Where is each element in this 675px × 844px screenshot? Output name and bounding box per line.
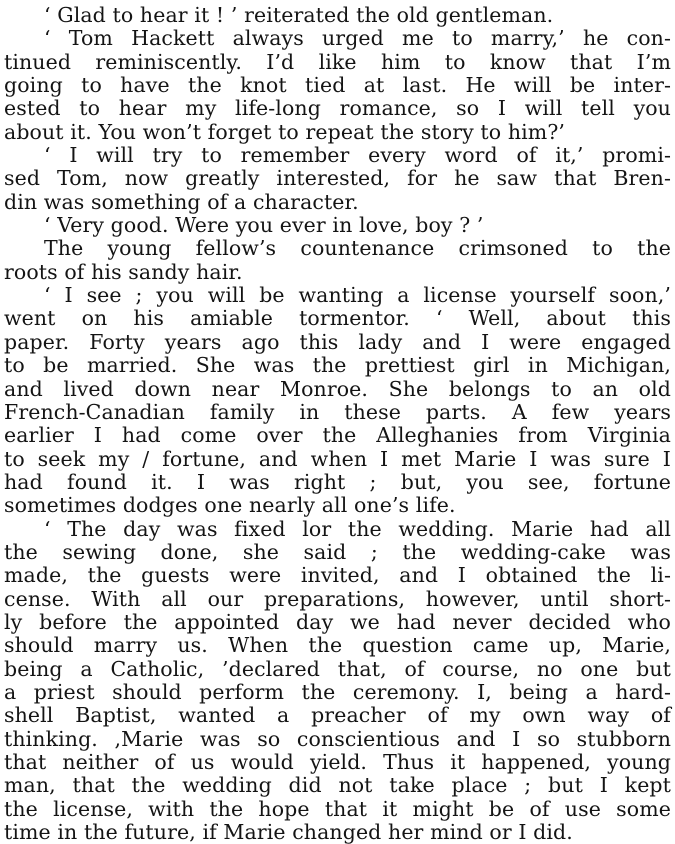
text-line: and lived down near Monroe. She belongs to an old: [4, 376, 671, 401]
text-line: ‘ I will try to remember every word of it,’ promi-: [44, 143, 671, 168]
text-line: ‘ Tom Hackett always urged me to marry,’ he con-: [44, 26, 671, 51]
text-line: din was something of a character.: [4, 189, 359, 214]
text-line: roots of his sandy hair.: [4, 259, 243, 284]
text-line: went on his amiable tormentor. ‘ Well, about this: [4, 306, 671, 331]
text-line: ‘ Very good. Were you ever in love, boy ? ’: [44, 213, 484, 238]
text-line: to seek my / fortune, and when I met Marie I was sure I: [4, 446, 671, 471]
text-line: ‘ I see ; you will be wanting a license yourself soon,’: [44, 283, 671, 308]
text-line: to be married. She was the prettiest girl in Michigan,: [4, 353, 671, 378]
text-line: French-Canadian family in these parts. A few years: [4, 399, 671, 424]
text-line: sed Tom, now greatly interested, for he saw that Bren-: [4, 166, 671, 191]
text-line: cense. With all our preparations, however, until short-: [4, 586, 671, 611]
text-line: should marry us. When the question came up, Marie,: [4, 633, 671, 658]
text-line: shell Baptist, wanted a preacher of my own way of: [4, 703, 671, 728]
paragraph: [4, 4, 671, 27]
text-line: earlier I had come over the Alleghanies from Virginia: [4, 423, 671, 448]
article-text-column: [4, 4, 671, 844]
paragraph: [4, 284, 671, 517]
text-line: made, the guests were invited, and I obtained the li-: [4, 563, 671, 588]
text-line: time in the future, if Marie changed her mind or I did.: [4, 820, 573, 844]
text-line: thinking. ,Marie was so conscientious and I so stubborn: [4, 726, 671, 751]
text-line: ‘ The day was fixed lor the wedding. Marie had all: [44, 516, 671, 541]
text-line: about it. You won’t forget to repeat the story to him?’: [4, 119, 566, 144]
text-line: tinued reminiscently. I’d like him to know that I’m: [4, 49, 671, 74]
text-line: a priest should perform the ceremony. I, being a hard-: [4, 679, 671, 704]
paragraph: [4, 27, 671, 144]
text-line: being a Catholic, ’declared that, of course, no one but: [4, 656, 671, 681]
text-line: paper. Forty years ago this lady and I were engaged: [4, 329, 671, 354]
text-line: ested to hear my life-long romance, so I will tell you: [4, 96, 671, 121]
text-line: the license, with the hope that it might be of use some: [4, 796, 671, 821]
paragraph: [4, 144, 671, 214]
text-line: The young fellow’s countenance crimsoned to the: [44, 236, 671, 261]
text-line: man, that the wedding did not take place ; but I kept: [4, 773, 671, 798]
text-line: the sewing done, she said ; the wedding-cake was: [4, 539, 671, 564]
text-line: ly before the appointed day we had never decided who: [4, 609, 671, 634]
text-line: ‘ Glad to hear it ! ’ reiterated the old gentleman.: [44, 3, 554, 27]
text-line: sometimes dodges one nearly all one’s life.: [4, 493, 456, 518]
paragraph: [4, 518, 671, 844]
text-line: that neither of us would yield. Thus it happened, young: [4, 750, 671, 774]
text-line: had found it. I was right ; but, you see, fortune: [4, 469, 671, 494]
paragraph: [4, 214, 671, 237]
paragraph: [4, 237, 671, 284]
text-line: going to have the knot tied at last. He will be inter-: [4, 73, 671, 98]
